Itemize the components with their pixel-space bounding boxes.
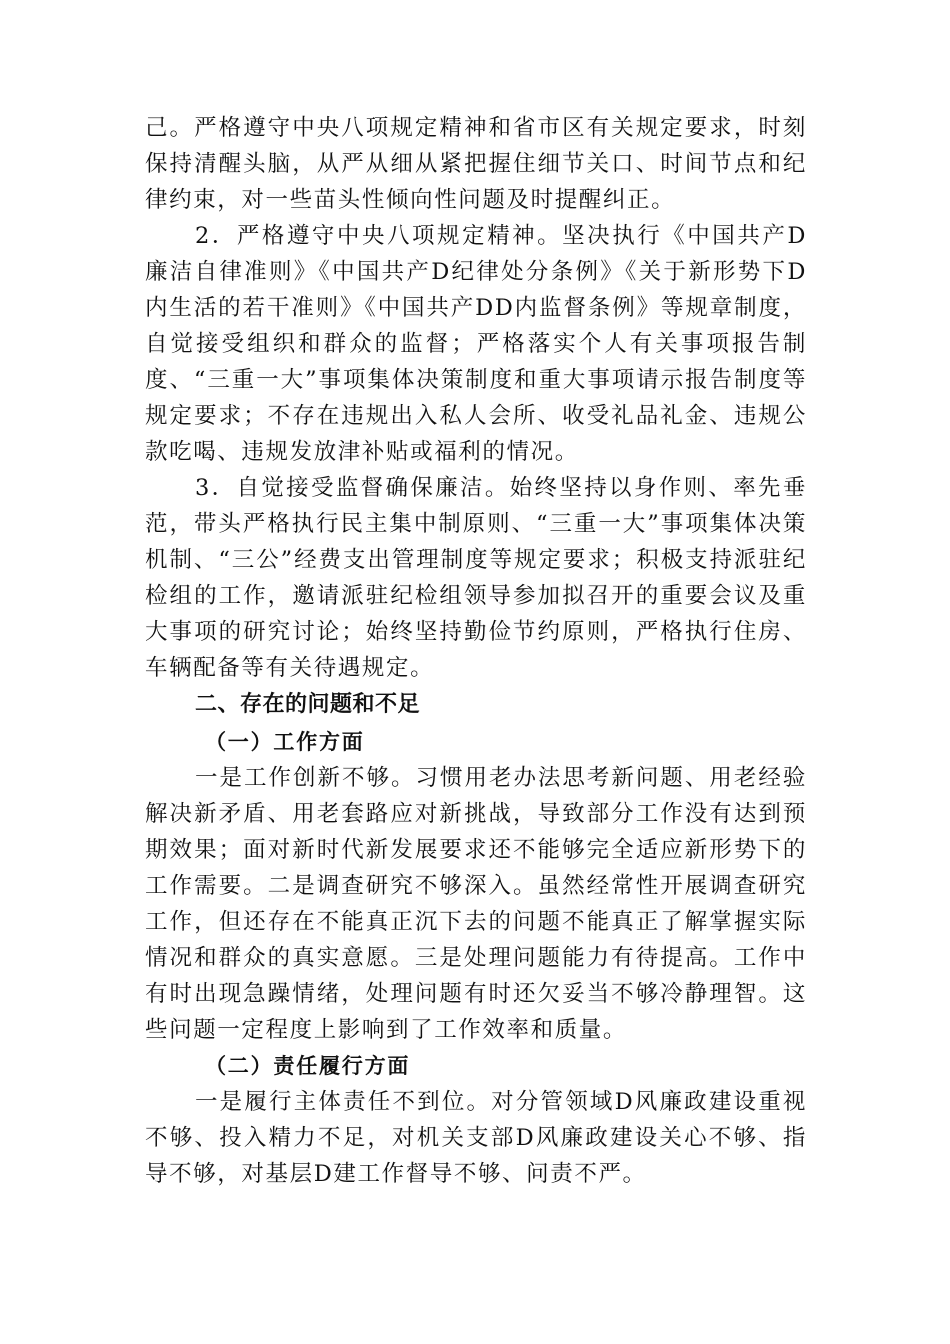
subsection-heading-responsibility: （二）责任履行方面 [205, 1053, 411, 1078]
paragraph-discipline-continued: 己。严格遵守中央八项规定精神和省市区有关规定要求，时刻保持清醒头脑，从严从细从紧把握住细节关口、时间节点和纪律约束，对一些苗头性倾向性问题及时提醒纠正。 [145, 115, 807, 213]
paragraph-item-2: 2．严格遵守中央八项规定精神。坚决执行《中国共产D廉洁自律准则》《中国共产D纪律处分条例》《关于新形势下D内生活的若干准则》《中国共产DD内监督条例》等规章制度，自觉接受组织和群众的监督；严格落实个人有关事项报告制度、“三重一大”事项集体决策制度和重大事项请示报告制度等规定要求；不存在违规出入私人会所、收受礼品礼金、违规公款吃喝、违规发放津补贴或福利的情况。 [145, 223, 807, 465]
document-body [145, 110, 807, 1192]
paragraph-responsibility-issues: 一是履行主体责任不到位。对分管领域D风廉政建设重视不够、投入精力不足，对机关支部D风廉政建设关心不够、指导不够，对基层D建工作督导不够、问责不严。 [145, 1089, 807, 1187]
paragraph-work-issues: 一是工作创新不够。习惯用老办法思考新问题、用老经验解决新矛盾、用老套路应对新挑战，导致部分工作没有达到预期效果；面对新时代新发展要求还不能够完全适应新形势下的工作需要。二是调查研究不够深入。虽然经常性开展调查研究工作，但还存在不能真正沉下去的问题不能真正了解掌握实际情况和群众的真实意愿。三是处理问题能力有待提高。工作中有时出现急躁情绪，处理问题有时还欠妥当不够冷静理智。这些问题一定程度上影响到了工作效率和质量。 [145, 765, 807, 1043]
section-heading-problems: 二、存在的问题和不足 [195, 692, 421, 717]
subsection-heading-work: （一）工作方面 [205, 729, 365, 754]
paragraph-item-3: 3．自觉接受监督确保廉洁。始终坚持以身作则、率先垂范，带头严格执行民主集中制原则、“三重一大”事项集体决策机制、“三公”经费支出管理制度等规定要求；积极支持派驻纪检组的工作，邀请派驻纪检组领导参加拟召开的重要会议及重大事项的研究讨论；始终坚持勤俭节约原则，严格执行住房、车辆配备等有关待遇规定。 [145, 475, 807, 681]
